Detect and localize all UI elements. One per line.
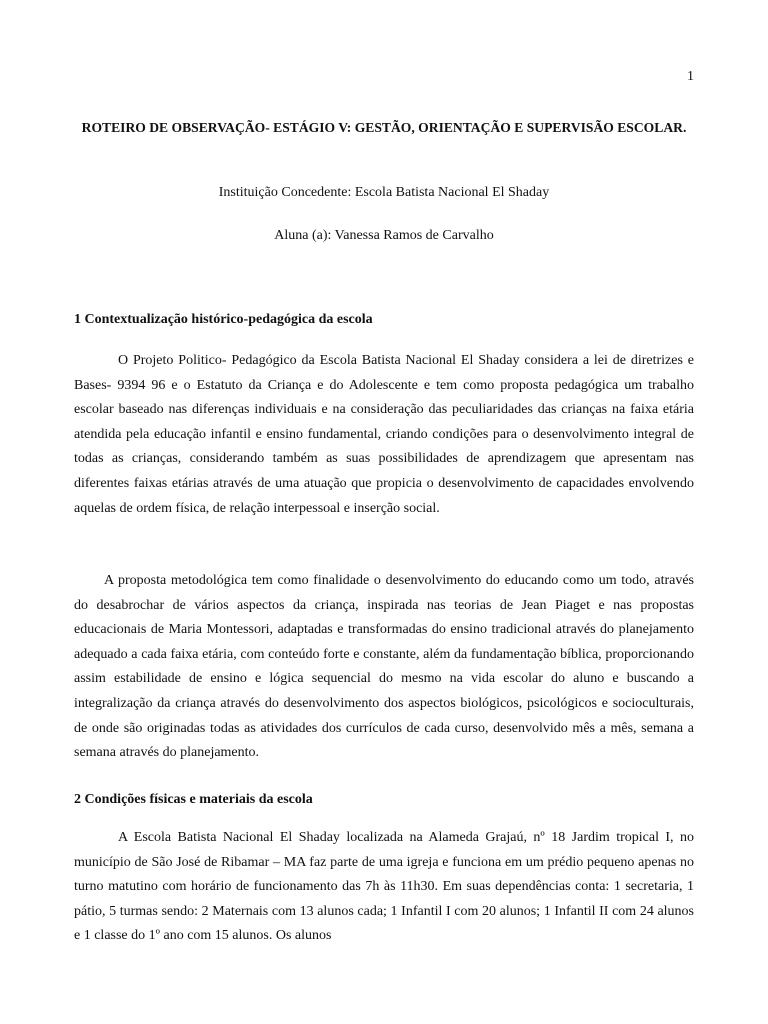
section-1-paragraph-2: A proposta metodológica tem como finalidade o desenvolvimento do educando como um todo, através do desabrochar de vários aspectos da criança, inspirada nas teorias de Jean Piaget e nas propostas educacionais de Maria Montessori, adaptadas e transformadas do ensino tradicional através do planejamento adequado a cada faixa etária, com conteúdo forte e constante, além da fundamentação bíblica, proporcionando assim estabilidade de ensino e lógica sequencial do mesmo na vida escolar do aluno e buscando a integralização da criança através do desenvolvimento dos aspectos biológicos, psicológicos e socioculturais, de onde são originadas todas as atividades dos currículos de cada curso, desenvolvido mês a mês, semana a semana através do planejamento. bbox=[74, 573, 694, 761]
page-number: 1 bbox=[687, 69, 694, 84]
section-heading-2: 2 Condições físicas e materiais da escola bbox=[74, 792, 313, 807]
section-1-paragraph-1: O Projeto Politico- Pedagógico da Escola Batista Nacional El Shaday considera a lei de diretrizes e Bases- 9394 96 e o Estatuto da Criança e do Adolescente e tem como proposta pedagógica um trabalho escolar baseado nas diferenças individuais e na consideração das peculiaridades das crianças na faixa etária atendida pela educação infantil e ensino fundamental, criando condições para o desenvolvimento integral de todas as crianças, considerando também as suas possibilidades de aprendizagem que apresentam nas diferentes faixas etárias através de uma atuação que propicia o desenvolvimento de capacidades envolvendo aquelas de ordem física, de relação interpessoal e inserção social. bbox=[74, 353, 694, 516]
section-2-paragraph-1: A Escola Batista Nacional El Shaday localizada na Alameda Grajaú, nº 18 Jardim tropical I, no município de São José de Ribamar – MA faz parte de uma igreja e funciona em um prédio pequeno apenas no turno matutino com horário de funcionamento das 7h às 11h30. Em suas dependências conta: 1 secretaria, 1 pátio, 5 turmas sendo: 2 Maternais com 13 alunos cada; 1 Infantil I com 20 alunos; 1 Infantil II com 24 alunos e 1 classe do 1º ano com 15 alunos. Os alunos bbox=[74, 830, 694, 944]
document-title: ROTEIRO DE OBSERVAÇÃO- ESTÁGIO V: GESTÃO, ORIENTAÇÃO E SUPERVISÃO ESCOLAR. bbox=[81, 120, 687, 135]
section-heading-1: 1 Contextualização histórico-pedagógica da escola bbox=[74, 312, 373, 327]
institution-line: Instituição Concedente: Escola Batista Nacional El Shaday bbox=[218, 185, 550, 200]
student-line: Aluna (a): Vanessa Ramos de Carvalho bbox=[274, 228, 494, 243]
